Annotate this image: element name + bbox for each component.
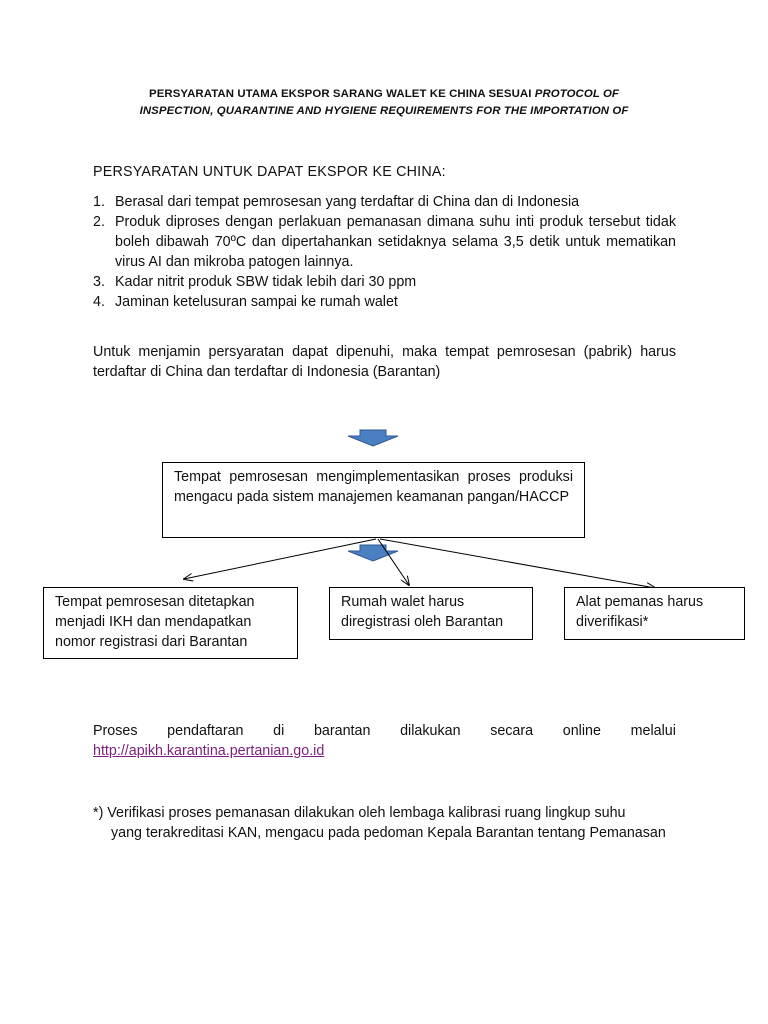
word: online — [562, 723, 601, 739]
list-text: Berasal dari tempat pemrosesan yang terdaftar di China dan di Indonesia — [115, 194, 580, 210]
requirements-subheading: PERSYARATAN UNTUK DAPAT EKSPOR KE CHINA: — [93, 164, 446, 180]
title-italic-part-2: INSPECTION, QUARANTINE AND HYGIENE REQUIREMENTS FOR THE IMPORTATION OF — [139, 105, 629, 117]
title-bold-part: PERSYARATAN UTAMA EKSPOR SARANG WALET KE CHINA SESUAI — [149, 88, 535, 100]
registration-paragraph: Untuk menjamin persyaratan dapat dipenuhi, maka tempat pemrosesan (pabrik) harus terdaftar di China dan terdaftar di Indonesia (Barantan) — [93, 344, 676, 380]
document-title — [70, 86, 698, 120]
word: di — [273, 723, 285, 739]
list-number: 3. — [93, 274, 105, 290]
list-text: Jaminan ketelusuran sampai ke rumah walet — [115, 294, 398, 310]
main-process-box: Tempat pemrosesan mengimplementasikan proses produksi mengacu pada sistem manajemen keamanan pangan/HACCP — [162, 462, 585, 538]
heater-verification-box: Alat pemanas harus diverifikasi* — [564, 587, 745, 640]
footnote-line-1: *) Verifikasi proses pemanasan dilakukan oleh lembaga kalibrasi ruang lingkup suhu — [93, 805, 626, 821]
requirements-list — [93, 192, 676, 312]
title-italic-part-1: PROTOCOL OF — [534, 88, 619, 100]
word: melalui — [630, 723, 676, 739]
list-number: 4. — [93, 294, 105, 310]
list-number: 2. — [93, 214, 105, 230]
apikh-link[interactable]: http://apikh.karantina.pertanian.go.id — [93, 743, 325, 759]
down-arrow-icon — [348, 430, 398, 446]
list-number: 1. — [93, 194, 105, 210]
online-sentence — [93, 721, 676, 741]
word: dilakukan — [400, 723, 461, 739]
down-arrow-icon — [348, 545, 398, 561]
list-text: Kadar nitrit produk SBW tidak lebih dari 30 ppm — [115, 274, 417, 290]
list-item — [93, 192, 676, 212]
list-item — [93, 292, 676, 312]
list-item — [93, 212, 676, 272]
word: Proses — [93, 723, 138, 739]
house-registration-box: Rumah walet harus diregistrasi oleh Barantan — [329, 587, 533, 640]
list-item — [93, 272, 676, 292]
footnote-line-2: yang terakreditasi KAN, mengacu pada pedoman Kepala Barantan tentang Pemanasan — [111, 825, 666, 841]
word: barantan — [313, 723, 371, 739]
list-text: Produk diproses dengan perlakuan pemanasan dimana suhu inti produk tersebut tidak boleh dibawah 70ºC dan dipertahankan setidaknya selama 3,5 detik untuk mematikan virus AI dan mikroba patogen lainnya. — [115, 214, 676, 270]
word: secara — [490, 723, 534, 739]
connector-arrow-left — [184, 539, 376, 579]
word: pendaftaran — [167, 723, 244, 739]
connector-arrow-middle — [378, 539, 409, 585]
connector-arrow-right — [380, 539, 655, 588]
footnote — [93, 803, 676, 843]
online-registration-text — [93, 721, 676, 761]
ikh-registration-box: Tempat pemrosesan ditetapkan menjadi IKH dan mendapatkan nomor registrasi dari Barantan — [43, 587, 298, 659]
